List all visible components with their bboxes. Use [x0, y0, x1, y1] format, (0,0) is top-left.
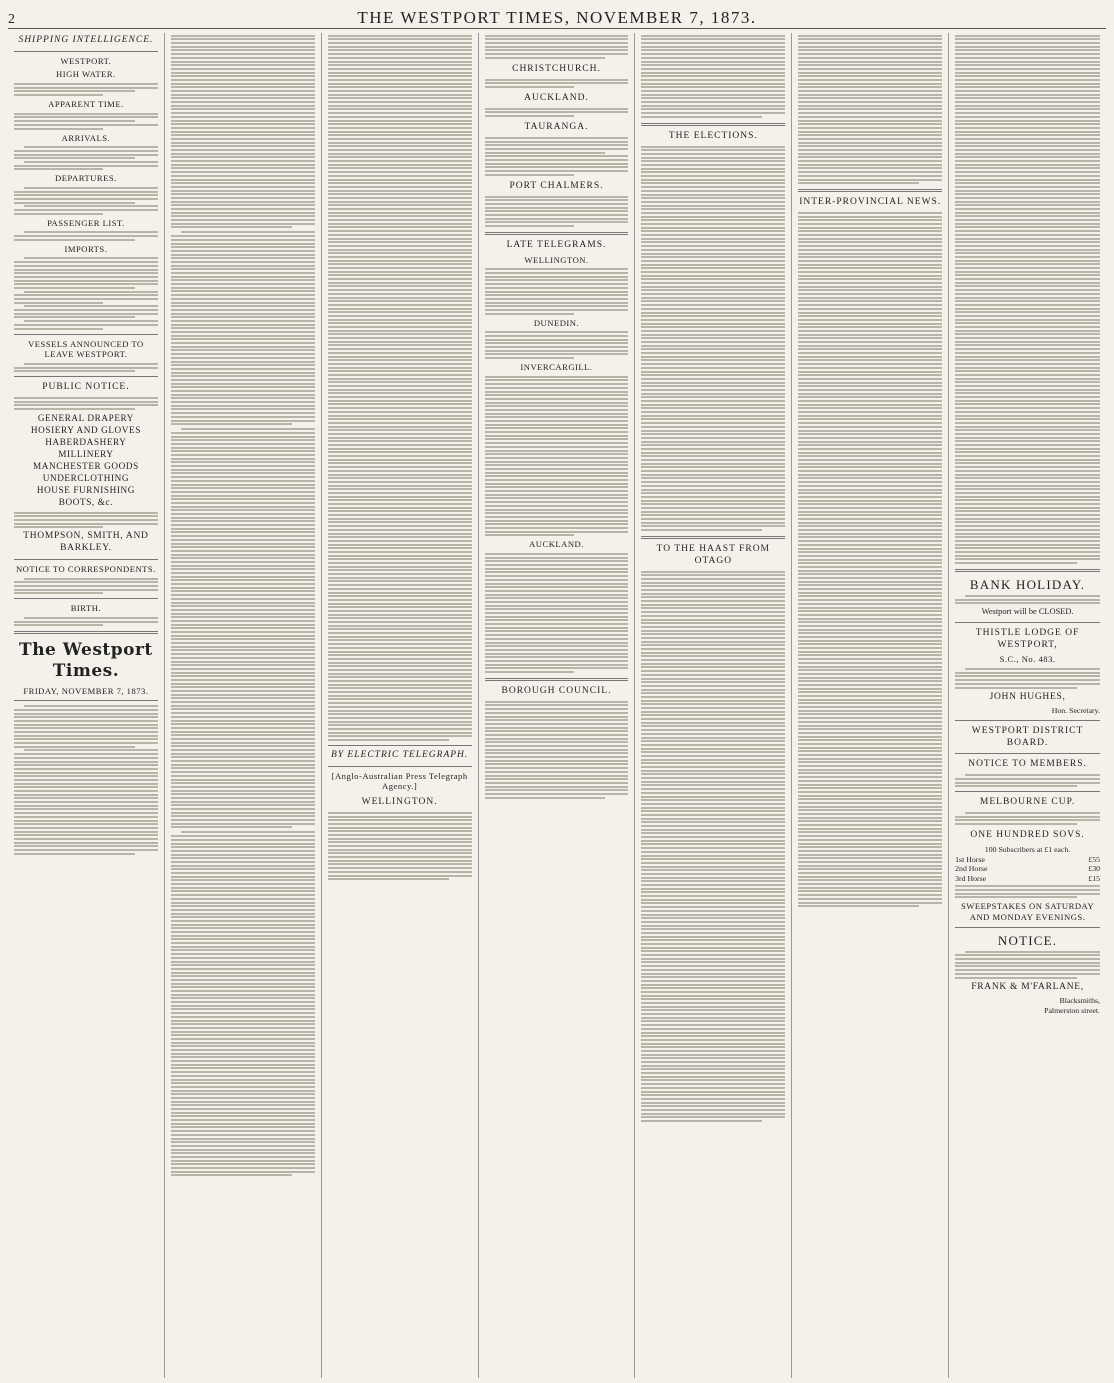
prize-row: [955, 874, 1100, 884]
invercargill-heading: INVERCARGILL.: [520, 362, 593, 373]
notice-heading: NOTICE.: [997, 932, 1058, 948]
firm-trade: Blacksmiths,: [1059, 996, 1100, 1006]
wellington-heading-2: WELLINGTON.: [524, 254, 589, 265]
prize-label: 3rd Horse: [955, 873, 987, 883]
lodge-role: Hon. Secretary.: [1051, 706, 1100, 716]
vessels-heading: VESSELS ANNOUNCED TO LEAVE WESTPORT.: [28, 338, 144, 360]
article-text: [641, 146, 785, 532]
melbourne-cup-heading: MELBOURNE CUP.: [979, 797, 1076, 808]
departures-heading: DEPARTURES.: [55, 173, 117, 184]
article-text: [485, 268, 629, 314]
port-chalmers-heading: PORT CHALMERS.: [509, 180, 604, 191]
article-text: [14, 231, 158, 240]
public-notice-heading: PUBLIC NOTICE.: [42, 382, 130, 393]
goods-item: HABERDASHERY: [45, 436, 127, 447]
column-1: [8, 33, 165, 1378]
bank-holiday-closed: Westport will be CLOSED.: [981, 607, 1074, 617]
prize-amount: £30: [1088, 864, 1100, 874]
subscribers-line: 100 Subscribers at £1 each.: [984, 844, 1071, 854]
column-2: [165, 33, 322, 1378]
telegraph-heading: BY ELECTRIC TELEGRAPH.: [330, 750, 469, 760]
article-text: [485, 376, 629, 537]
sovs-heading: ONE HUNDRED SOVS.: [970, 830, 1085, 841]
elections-heading: THE ELECTIONS.: [668, 130, 758, 141]
apparent-time-heading: APPARENT TIME.: [48, 99, 124, 110]
passenger-list-heading: PASSENGER LIST.: [47, 217, 125, 228]
article-text: [485, 331, 629, 359]
page-number: 2: [8, 12, 15, 27]
article-text: [14, 113, 158, 130]
prize-amount: £15: [1088, 873, 1100, 883]
article-text: [485, 137, 629, 176]
newspaper-title: THE WESTPORT TIMES, NOVEMBER 7, 1873.: [357, 8, 757, 27]
goods-list: [14, 413, 158, 509]
article-text: [955, 812, 1100, 825]
article-text: [955, 35, 1100, 564]
article-text: [171, 231, 315, 425]
article-text: [14, 187, 158, 215]
prize-amount: £55: [1088, 854, 1100, 864]
article-text: [14, 363, 158, 372]
article-text: [14, 397, 158, 410]
columns: [8, 33, 1106, 1378]
article-text: [14, 83, 158, 96]
dunedin-heading: DUNEDIN.: [533, 317, 580, 328]
notice-signature: THOMPSON, SMITH, AND BARKLEY.: [23, 531, 149, 554]
high-water-heading: HIGH WATER.: [56, 69, 116, 80]
correspondents-heading: NOTICE TO CORRESPONDENTS.: [15, 563, 156, 574]
article-text: [14, 146, 158, 170]
bank-holiday-heading: BANK HOLIDAY.: [969, 577, 1086, 592]
article-text: [798, 212, 942, 907]
haast-heading: TO THE HAAST FROM OTAGO: [656, 544, 771, 566]
article-text: [798, 35, 942, 185]
auckland-heading-2: AUCKLAND.: [529, 539, 584, 550]
goods-item: HOSIERY AND GLOVES: [30, 425, 141, 436]
article-text: [485, 196, 629, 228]
lodge-signatory: JOHN HUGHES,: [989, 691, 1066, 702]
article-text: [485, 79, 629, 88]
column-7: [949, 33, 1106, 1378]
prize-row: [955, 864, 1100, 874]
goods-item: UNDERCLOTHING: [42, 472, 130, 483]
column-5: [635, 33, 792, 1378]
port-heading: WESTPORT.: [60, 55, 112, 66]
prize-row: [955, 855, 1100, 865]
wellington-heading: WELLINGTON.: [361, 797, 438, 808]
borough-council-heading: BOROUGH COUNCIL.: [501, 686, 612, 697]
article-text: [955, 951, 1100, 979]
article-text: [485, 35, 629, 59]
article-text: [171, 831, 315, 1176]
article-text: [955, 595, 1100, 604]
birth-heading: BIRTH.: [70, 603, 102, 614]
article-text: [641, 571, 785, 1122]
article-text: [328, 812, 472, 880]
notice-members-heading: NOTICE TO MEMBERS.: [968, 759, 1087, 770]
article-text: [14, 705, 158, 855]
article-text: [955, 774, 1100, 787]
auckland-heading: AUCKLAND.: [524, 92, 589, 103]
paper-dateline: FRIDAY, NOVEMBER 7, 1873.: [23, 685, 149, 696]
article-text: [485, 553, 629, 673]
article-text: [485, 108, 629, 117]
imports-heading: IMPORTS.: [64, 243, 108, 254]
goods-item: GENERAL DRAPERY: [37, 413, 135, 424]
firm-address: Palmerston street.: [1044, 1005, 1100, 1015]
sweepstakes-line: SWEEPSTAKES ON SATURDAY AND MONDAY EVENINGS.: [960, 901, 1095, 922]
article-text: [485, 701, 629, 799]
interprovincial-heading: INTER-PROVINCIAL NEWS.: [799, 197, 942, 208]
prize-label: 1st Horse: [955, 854, 985, 864]
firm-name: FRANK & M'FARLANE,: [971, 981, 1084, 992]
article-text: [14, 617, 158, 626]
article-text: [14, 512, 158, 529]
article-text: [14, 578, 158, 595]
prize-label: 2nd Horse: [955, 864, 988, 874]
lodge-heading: THISTLE LODGE OF WESTPORT,: [975, 627, 1080, 650]
article-text: [955, 885, 1100, 898]
article-text: [641, 35, 785, 118]
goods-item: MANCHESTER GOODS: [33, 460, 139, 471]
paper-name: The Westport Times.: [19, 640, 153, 682]
column-6: [792, 33, 949, 1378]
article-text: [955, 668, 1100, 688]
goods-item: MILLINERY: [58, 448, 114, 459]
article-text: [14, 257, 158, 329]
goods-item: HOUSE FURNISHING: [36, 484, 135, 495]
shipping-heading: SHIPPING INTELLIGENCE.: [18, 35, 154, 45]
masthead: [8, 6, 1106, 29]
tauranga-heading: TAURANGA.: [524, 122, 589, 133]
article-text: [171, 428, 315, 828]
lodge-number: S.C., No. 483.: [999, 654, 1056, 665]
goods-item: BOOTS, &c.: [58, 496, 114, 507]
column-4: [479, 33, 636, 1378]
district-board-heading: WESTPORT DISTRICT BOARD.: [971, 725, 1084, 748]
late-telegrams-heading: LATE TELEGRAMS.: [506, 240, 607, 250]
column-3: [322, 33, 479, 1378]
agency-line: [Anglo-Australian Press Telegraph Agency.]: [331, 770, 468, 792]
arrivals-heading: ARRIVALS.: [61, 132, 111, 143]
article-text: [171, 35, 315, 229]
article-text: [328, 35, 472, 741]
christchurch-heading: CHRISTCHURCH.: [512, 63, 601, 74]
